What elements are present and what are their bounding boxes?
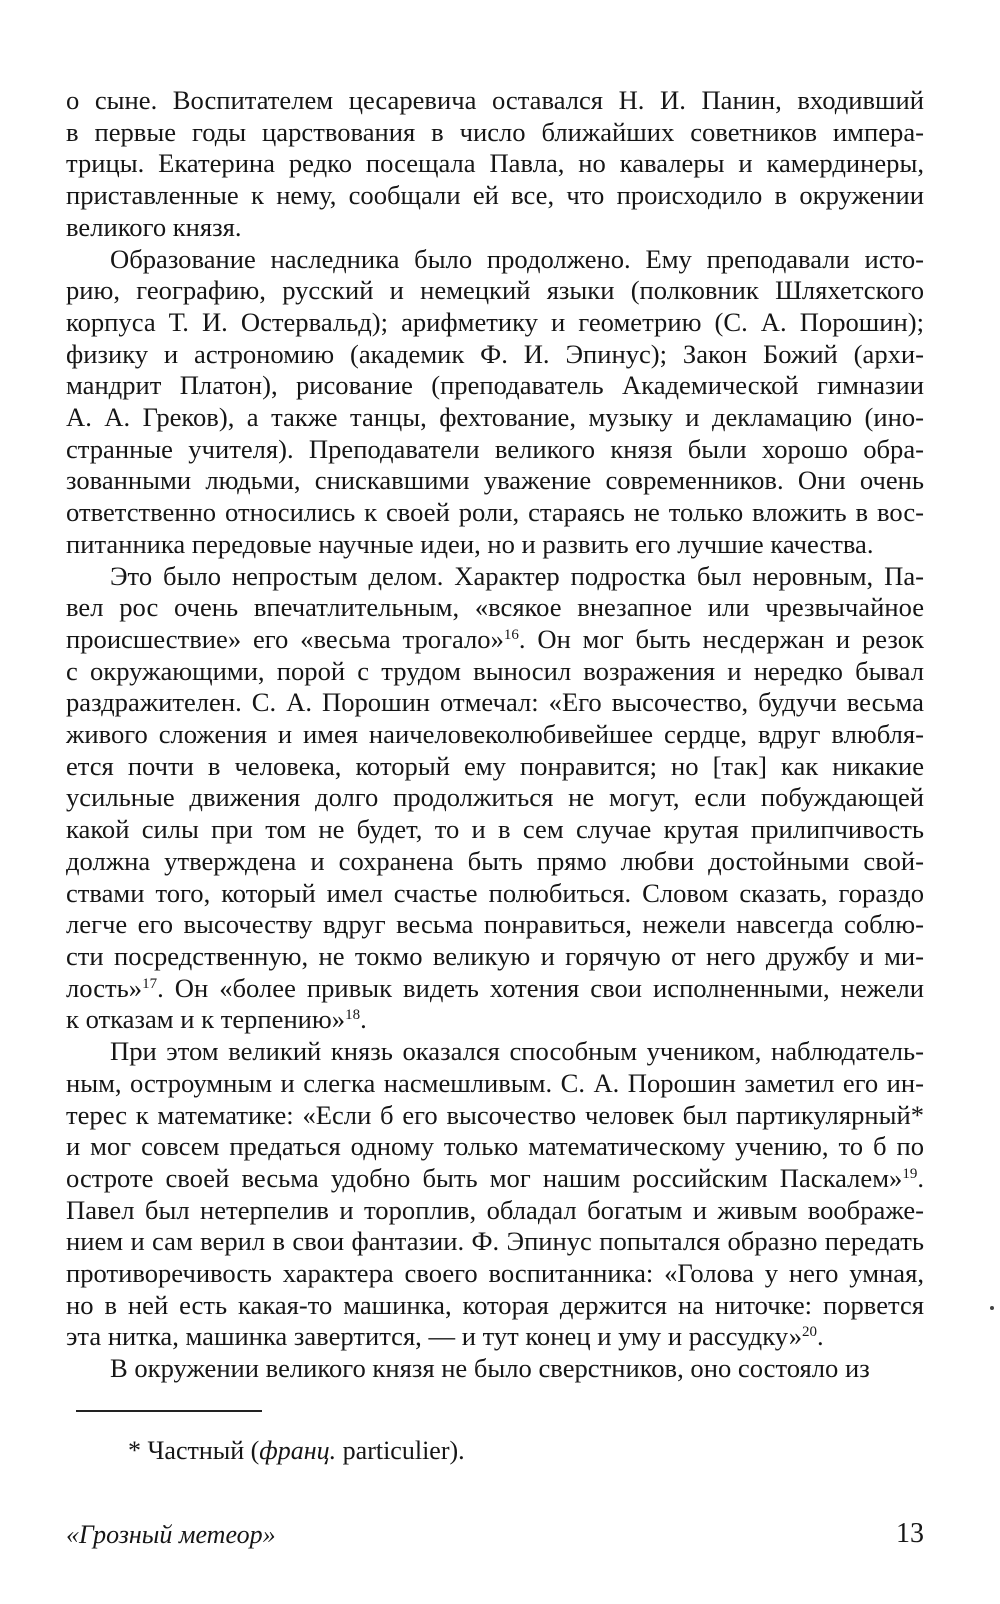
text-line: легче его высочеству вдруг весьма понравиться, нежели навсегда соблю- [66, 909, 924, 940]
text-line: рию, географию, русский и немецкий языки (полковник Шляхетского [66, 275, 924, 306]
text-line: раздражителен. С. А. Порошин отмечал: «Его высочество, будучи весьма [66, 687, 924, 718]
note-reference: 19 [902, 1165, 918, 1182]
text-line: ствами того, который имел счастье полюбиться. Словом сказать, гораздо [66, 877, 924, 908]
text-line: сти посредственную, не токмо великую и горячую от него дружбу и ми- [66, 940, 924, 971]
text-line: Павел был нетерпелив и тороплив, обладал богатым и живым воображе- [66, 1194, 924, 1225]
text-line: вел рос очень впечатлительным, «всякое внезапное или чрезвычайное [66, 592, 924, 623]
running-title: «Грозный метеор» [66, 1520, 276, 1549]
text-line: Это было непростым делом. Характер подростка был неровным, Па- [110, 560, 924, 591]
text-line: При этом великий князь оказался способным учеником, наблюдатель- [110, 1036, 924, 1067]
paragraph [66, 561, 924, 1037]
text-line: о сыне. Воспитателем цесаревича оставался Н. И. Панин, входивший [66, 85, 924, 115]
footnote-marker: * [128, 1436, 141, 1465]
text-line: зованными людьми, снискавшими уважение современников. Они очень [66, 465, 924, 496]
text-line: происшествие» его «весьма трогало»$^{16}$. Он мог быть несдержан и резок [66, 623, 924, 654]
paragraph [66, 1036, 924, 1353]
note-reference: 16 [503, 626, 519, 643]
note-reference: 17 [142, 975, 158, 992]
text-line: странные учителя). Преподаватели великого князя были хорошо обра- [66, 433, 924, 464]
text-line: но в ней есть какая-то машинка, которая держится на ниточке: порвется [66, 1289, 924, 1320]
paragraph [66, 85, 924, 244]
text-line: физику и астрономию (академик Ф. И. Эпинус); Закон Божий (архи- [66, 338, 924, 369]
footnote-text-before: Частный ( [147, 1436, 260, 1465]
text-line: великого князя. [66, 211, 242, 242]
text-line: какой силы при том не будет, то и в сем случае крутая прилипчивость [66, 814, 924, 845]
text-line: Образование наследника было продолжено. Ему преподавали исто- [110, 243, 924, 274]
text-line: усильные движения долго продолжиться не могут, если побуждающей [66, 782, 924, 813]
main-text [66, 85, 924, 1385]
paragraph [66, 1353, 924, 1385]
text-line: В окружении великого князя не было сверстников, оно состояло из [110, 1353, 870, 1384]
footnote-abbreviation: франц. [259, 1436, 337, 1465]
page-number: 13 [896, 1518, 924, 1549]
text-line: живого сложения и имея наичеловеколюбивейшее сердце, вдруг влюбля- [66, 719, 924, 750]
text-line: ответственно относились к своей роли, стараясь не только вложить в вос- [66, 497, 924, 528]
footnote [128, 1436, 465, 1466]
text-line: ется почти в человека, который ему понравится; но [так] как никакие [66, 750, 924, 781]
text-line: остроте своей весьма удобно быть мог нашим российским Паскалем»$^{19}$. [66, 1162, 924, 1193]
text-line: корпуса Т. И. Остервальд); арифметику и геометрию (С. А. Порошин); [66, 306, 924, 337]
text-line: терес к математике: «Если б его высочество человек был партикулярный* [66, 1099, 924, 1130]
text-line: противоречивость характера своего воспитанника: «Голова у него умная, [66, 1258, 924, 1289]
text-line: питанника передовые научные идеи, но и развить его лучшие качества. [66, 528, 874, 559]
text-line: нием и сам верил в свои фантазии. Ф. Эпинус попытался образно передать [66, 1226, 924, 1257]
text-line: мандрит Платон), рисование (преподаватель Академической гимназии [66, 370, 924, 401]
scan-speck [990, 1306, 994, 1310]
text-line: и мог совсем предаться одному только математическому учению, то б по [66, 1131, 924, 1162]
text-line: А. А. Греков), а также танцы, фехтование, музыку и декламацию (ино- [66, 402, 924, 433]
paragraph [66, 244, 924, 561]
text-line: лость»$^{17}$. Он «более привык видеть хотения свои исполненными, нежели [66, 972, 924, 1003]
text-line: трицы. Екатерина редко посещала Павла, но кавалеры и камердинеры, [66, 148, 924, 179]
footnote-divider [76, 1410, 262, 1412]
text-line: эта нитка, машинка завертится, — и тут конец и уму и рассудку»$^{20}$. [66, 1321, 824, 1352]
text-line: к отказам и к терпению»$^{18}$. [66, 1004, 367, 1035]
text-line: приставленные к нему, сообщали ей все, что происходило в окружении [66, 180, 924, 211]
text-line: ным, остроумным и слегка насмешливым. С. А. Порошин заметил его ин- [66, 1067, 924, 1098]
text-line: в первые годы царствования в число ближайших советников импера- [66, 116, 924, 147]
note-reference: 18 [345, 1007, 361, 1024]
text-line: должна утверждена и сохранена быть прямо любви достойными свой- [66, 845, 924, 876]
text-line: с окружающими, порой с трудом выносил возражения и нередко бывал [66, 655, 924, 686]
footnote-text-after: particulier). [336, 1436, 465, 1465]
note-reference: 20 [802, 1324, 818, 1341]
